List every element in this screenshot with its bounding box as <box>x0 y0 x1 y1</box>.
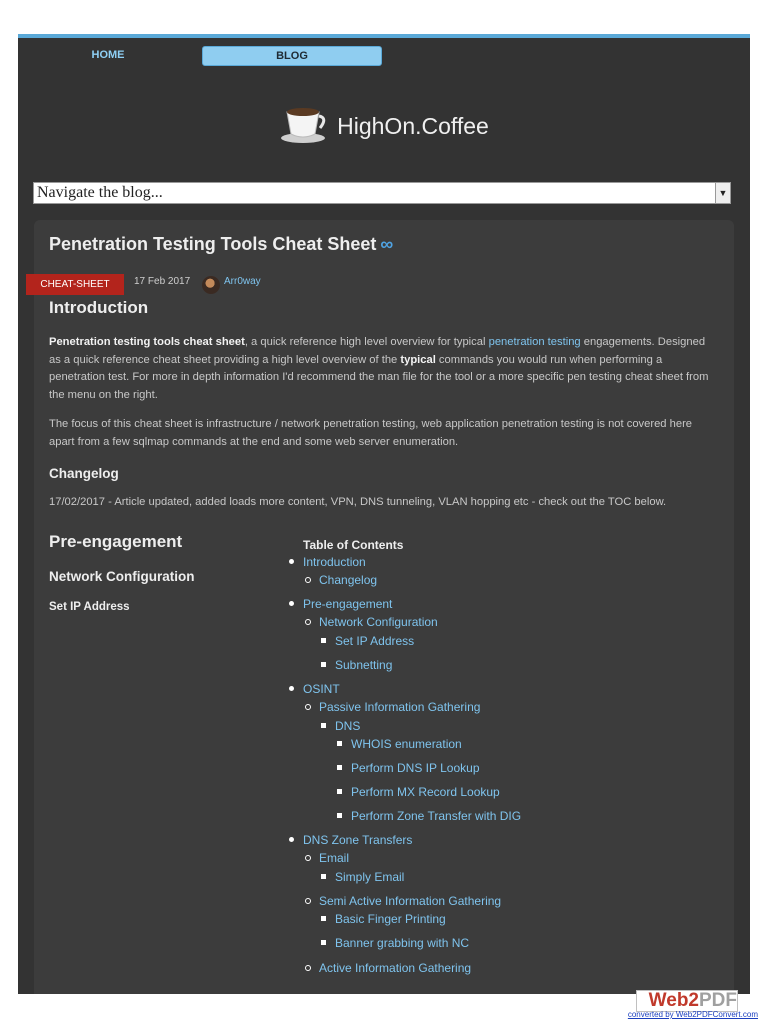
select-value: Navigate the blog... <box>37 184 163 201</box>
focus-paragraph: The focus of this cheat sheet is infrastructure / network penetration testing, web application penetration testing is not covered here apart from a few sqlmap commands at the end and some web server enumeration. <box>49 418 693 448</box>
page-frame <box>18 34 750 994</box>
toc-item-basic-finger-printing[interactable]: Basic Finger Printing <box>335 912 446 926</box>
web2pdf-logo[interactable] <box>636 990 738 1012</box>
toc-item-changelog[interactable]: Changelog <box>319 573 378 587</box>
toc-item-network-configuration[interactable]: Network Configuration <box>319 615 438 629</box>
toc-item-semi-active-information-gathering[interactable]: Semi Active Information Gathering <box>319 894 502 908</box>
site-name: HighOn.Coffee <box>337 112 489 139</box>
changelog-heading: Changelog <box>49 466 119 481</box>
toc-item-osint[interactable]: OSINT <box>303 682 340 696</box>
toc-item-perform-mx-record-lookup[interactable]: Perform MX Record Lookup <box>351 785 500 799</box>
pre-engagement-heading: Pre-engagement <box>49 532 183 551</box>
web2pdf-footer <box>618 990 758 1020</box>
permalink-icon[interactable]: ∞ <box>380 234 394 254</box>
changelog-text: 17/02/2017 - Article updated, added loads more content, VPN, DNS tunneling, VLAN hopping etc - check out the TOC below. <box>49 496 667 508</box>
top-nav <box>18 44 750 66</box>
site-logo[interactable] <box>18 104 750 148</box>
chevron-down-icon[interactable]: ▼ <box>715 183 730 203</box>
web2pdf-converted-link[interactable]: converted by Web2PDFConvert.com <box>627 1010 758 1019</box>
toc-title: Table of Contents <box>303 538 404 552</box>
nav-blog-link[interactable]: BLOG <box>202 46 382 66</box>
toc-item-active-information-gathering[interactable]: Active Information Gathering <box>319 961 472 975</box>
post-title-text: Penetration Testing Tools Cheat Sheet <box>49 234 377 254</box>
toc-item-simply-email[interactable]: Simply Email <box>335 870 405 884</box>
author-avatar <box>202 276 220 294</box>
coffee-cup-icon <box>279 104 329 149</box>
toc-item-banner-grabbing-with-nc[interactable]: Banner grabbing with NC <box>335 936 470 950</box>
toc-item-subnetting[interactable]: Subnetting <box>335 658 393 672</box>
intro-text-3: commands you would run when performing a penetration test. For more in depth information I'd recommend the man file for the tool or a more specific pen testing cheat sheet from the menu on the right. <box>49 353 709 401</box>
intro-bold-2: typical <box>400 353 436 366</box>
toc-item-dns[interactable]: DNS <box>335 719 361 733</box>
web2pdf-logo-web2: Web2 <box>648 990 699 1011</box>
intro-bold-1: Penetration testing tools cheat sheet <box>49 336 245 348</box>
web2pdf-logo-pdf: PDF <box>699 990 737 1011</box>
toc-item-set-ip-address[interactable]: Set IP Address <box>335 634 415 648</box>
intro-text-2: engagements. Designed as a quick reference cheat sheet providing a high level overview of the <box>49 336 706 366</box>
set-ip-address-heading: Set IP Address <box>49 601 130 613</box>
toc-item-pre-engagement[interactable]: Pre-engagement <box>303 597 393 611</box>
post-title[interactable] <box>49 234 393 255</box>
toc-item-whois-enumeration[interactable]: WHOIS enumeration <box>351 737 462 751</box>
introduction-heading: Introduction <box>49 298 149 317</box>
toc-item-introduction[interactable]: Introduction <box>303 555 366 569</box>
intro-paragraph <box>49 334 719 404</box>
toc-item-perform-dns-ip-lookup[interactable]: Perform DNS IP Lookup <box>351 761 480 775</box>
network-configuration-heading: Network Configuration <box>49 569 195 584</box>
toc-item-email[interactable]: Email <box>319 851 350 865</box>
category-tag[interactable]: CHEAT-SHEET <box>26 274 124 295</box>
intro-text-1: , a quick reference high level overview for typical <box>244 336 489 348</box>
toc-item-passive-information-gathering[interactable]: Passive Information Gathering <box>319 700 481 714</box>
post-card <box>34 220 734 994</box>
author-link[interactable]: Arr0way <box>224 276 261 287</box>
penetration-testing-link[interactable]: penetration testing <box>488 336 581 348</box>
toc-item-dns-zone-transfers[interactable]: DNS Zone Transfers <box>303 833 413 847</box>
blog-navigation-select[interactable] <box>33 182 731 204</box>
post-date: 17 Feb 2017 <box>134 276 191 287</box>
nav-home-link[interactable]: HOME <box>91 49 125 61</box>
toc-item-perform-zone-transfer[interactable]: Perform Zone Transfer with DIG <box>351 809 522 823</box>
